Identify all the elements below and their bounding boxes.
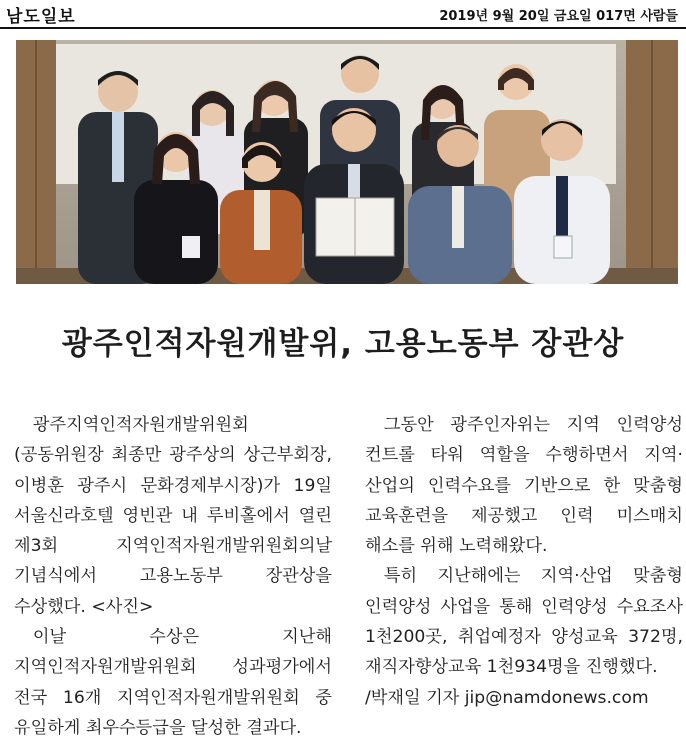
award-ceremony-photo-illustration	[16, 40, 678, 284]
article-column-left	[14, 410, 332, 743]
article-column-right	[365, 410, 683, 713]
article-paragraph: 그동안 광주인자위는 지역 인력양성 컨트롤 타워 역할을 수행하면서 지역·산업의 인력수요를 기반으로 한 맞춤형 교육훈련을 제공했고 인력 미스매치 해소를 위해 노력해왔다.	[365, 415, 683, 557]
issue-dateline: 2019년 9월 20일 금요일 017면 사람들	[439, 9, 678, 24]
article-byline: /박재일 기자 jip@namdonews.com	[365, 687, 649, 708]
article-paragraph: 특히 지난해에는 지역·산업 맞춤형 인력양성 사업을 통해 인력양성 수요조사 1천200곳, 취업예정자 양성교육 372명, 재직자향상교육 1천934명을 진행했다.	[365, 566, 683, 678]
article-headline: 광주인적자원개발위, 고용노동부 장관상	[61, 326, 625, 362]
article-paragraph: 광주지역인적자원개발위원회(공동위원장 최종만 광주상의 상근부회장, 이병훈 광주시 문화경제부시장)가 19일 서울신라호텔 영빈관 내 루비홀에서 열린 제3회 지역인적자원개발위원회의날 기념식에서 고용노동부 장관상을 수상했다. <사진>	[14, 415, 332, 617]
newspaper-masthead: 남도일보	[6, 7, 76, 27]
page-header	[0, 0, 686, 28]
header-divider	[0, 27, 686, 29]
article-paragraph: 이날 수상은 지난해 지역인적자원개발위원회 성과평가에서 전국 16개 지역인적자원개발위원회 중 유일하게 최우수등급을 달성한 결과다.	[14, 627, 332, 738]
group-award-photo	[16, 40, 678, 284]
